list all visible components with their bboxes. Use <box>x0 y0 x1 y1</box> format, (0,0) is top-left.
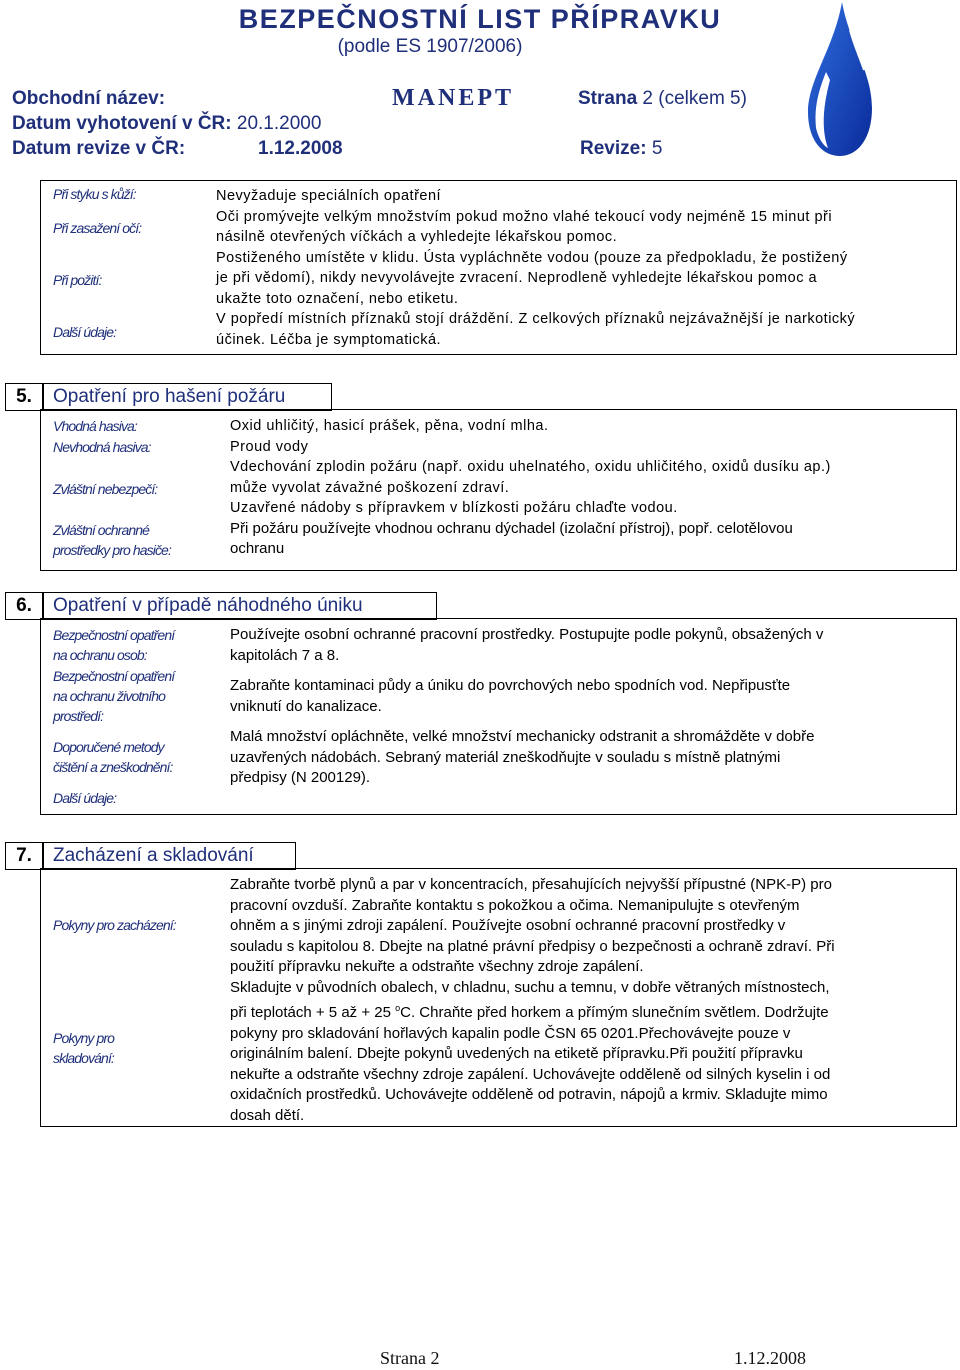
text-line: ohněm a s jinými zdroji zapálení. Používejte osobní ochranné pracovní prostředky v <box>230 917 786 934</box>
section-7-title: Zacházení a skladování <box>53 845 254 866</box>
footer-date: 1.12.2008 <box>734 1348 806 1368</box>
degree-sign: o <box>395 1003 401 1013</box>
firefighter-equipment-label-2: prostředky pro hasiče: <box>53 542 171 558</box>
brand-name: MANEPT <box>392 85 514 111</box>
section-6-title: Opatření v případě náhodného úniku <box>53 595 363 616</box>
text-line: účinek. Léčba je symptomatická. <box>216 331 442 348</box>
temperature-text-rest: C. Chraňte před horkem a přímým slunečním světlem. Dodržujte <box>400 1004 829 1021</box>
document-title: BEZPEČNOSTNÍ LIST PŘÍPRAVKU <box>238 4 722 34</box>
text-line: Skladujte v původních obalech, v chladnu, suchu a temnu, v dobře větraných místnostech, <box>230 978 830 996</box>
text-line: dosah dětí. <box>230 1106 305 1124</box>
text-line: Malá množství opláchněte, velké množství mechanicky odstranit a shromážděte v dobře <box>230 728 815 745</box>
text-line-temperature <box>230 998 835 1024</box>
first-aid-ingestion-label: Při požití: <box>53 272 102 288</box>
text-line: Oči promývejte velkým množstvím pokud možno vlahé tekoucí vody nejméně 15 minut při <box>216 208 833 225</box>
first-aid-eyes-label: Při zasažení očí: <box>53 220 142 236</box>
section-6-heading <box>5 592 437 620</box>
text-line: Zabraňte kontaminaci půdy a úniku do povrchových nebo spodních vod. Nepřipusťte <box>230 677 791 694</box>
text-line: V popředí místních příznaků stojí dráždění. Z celkových příznaků nejzávažnější je narkotický <box>216 311 856 327</box>
section-6-text <box>230 625 823 789</box>
page-value: 2 (celkem 5) <box>642 88 747 109</box>
section-6-other-label: Další údaje: <box>53 790 117 806</box>
text-line: ukažte toto označení, nebo etiketu. <box>216 290 459 307</box>
section-5-heading <box>5 383 332 411</box>
text-line: vniknutí do kanalizace. <box>230 697 382 715</box>
text-line: předpisy (N 200129). <box>230 769 371 786</box>
first-aid-other-label: Další údaje: <box>53 324 117 340</box>
section-7-text <box>230 875 835 1126</box>
text-line: kapitolách 7 a 8. <box>230 646 340 664</box>
page-label: Strana <box>578 88 638 109</box>
text-line: uzavřených nádobách. Sebraný materiál zneškodňujte v souladu s místně platnými <box>230 748 781 766</box>
first-aid-skin-label: Při styku s kůží: <box>53 186 136 202</box>
text-line: pokyny pro skladování hořlavých kapalin podle ČSN 65 0201.Přechovávejte pouze v <box>230 1024 791 1042</box>
text-line: Oxid uhličitý, hasicí prášek, pěna, vodní mlha. <box>230 418 549 434</box>
storage-label-line-2: skladování: <box>53 1050 114 1066</box>
suitable-agents-label: Vhodná hasiva: <box>53 418 137 434</box>
text-line: je při vědomí), nikdy nevyvolávejte zvracení. Neprodleně vyhledejte lékařskou pomoc a <box>216 270 818 286</box>
text-line: originálním balení. Dbejte pokynů uvedených na etiketě přípravku.Při použití přípravku <box>230 1045 803 1062</box>
revision-number: 5 <box>651 138 663 159</box>
text-line: nekuřte a odstraňte všechny zdroje zapálení. Uchovávejte odděleně od silných kyselin i od <box>230 1065 831 1083</box>
cleanup-methods-label-2: čištění a zneškodnění: <box>53 759 173 775</box>
text-line: násilně otevřených víčkách a vyhledejte lékařskou pomoc. <box>216 229 618 245</box>
text-line: Při požáru používejte vhodnou ochranu dýchadel (izolační přístroj), popř. celotělovou <box>230 519 793 537</box>
text-line: Postiženého umístěte v klidu. Ústa vypláchněte vodou (pouze za předpokladu, že postižený <box>216 249 848 266</box>
section-7-number: 7. <box>16 845 32 866</box>
section-5-text <box>230 416 831 560</box>
text-line: Vdechování zplodin požáru (např. oxidu uhelnatého, oxidu uhličitého, oxidů dusíku ap.) <box>230 459 831 475</box>
water-drop-logo <box>804 0 874 160</box>
text-line: může vyvolat závažné poškození zdraví. <box>230 479 510 496</box>
text-line: Nevyžaduje speciálních opatření <box>216 188 442 204</box>
first-aid-text <box>216 186 855 350</box>
storage-label-line-1: Pokyny pro <box>53 1030 115 1046</box>
section-5-labels <box>53 416 171 560</box>
storage-label <box>53 1028 114 1068</box>
special-hazards-label: Zvláštní nebezpečí: <box>53 481 158 497</box>
environment-precautions-label: Bezpečnostní opatření <box>53 668 175 684</box>
text-line: Zabraňte tvorbě plynů a par v koncentracích, přesahujících nejvyšší přípustné (NPK-P) pro <box>230 876 832 893</box>
text-line: pracovní ovzduší. Zabraňte kontaktu s pokožkou a očima. Nemanipulujte s otevřeným <box>230 896 800 914</box>
cleanup-methods-label: Doporučené metody <box>53 739 164 755</box>
revision-date-label: Datum revize v ČR: <box>12 138 186 159</box>
handling-label: Pokyny pro zacházení: <box>53 917 176 933</box>
text-line: souladu s kapitolou 8. Dbejte na platné právní předpisy o bezpečnosti a ochraně zdraví. Při <box>230 937 835 955</box>
revision-label: Revize: <box>580 138 647 159</box>
revision-date: 1.12.2008 <box>258 138 343 159</box>
text-line: Používejte osobní ochranné pracovní prostředky. Postupujte podle pokynů, obsažených v <box>230 626 824 643</box>
environment-precautions-label-3: prostředí: <box>53 708 104 724</box>
section-5-number: 5. <box>16 386 32 407</box>
unsuitable-agents-label: Nevhodná hasiva: <box>53 439 151 455</box>
section-5-title: Opatření pro hašení požáru <box>53 386 286 407</box>
issue-date: 20.1.2000 <box>236 113 322 134</box>
section-6-number: 6. <box>16 595 32 616</box>
text-line: Uzavřené nádoby s přípravkem v blízkosti požáru chlaďte vodou. <box>230 500 678 516</box>
personal-precautions-label-2: na ochranu osob: <box>53 647 147 663</box>
footer-page: Strana 2 <box>380 1348 440 1368</box>
section-7-heading <box>5 842 296 870</box>
issue-date-label: Datum vyhotovení v ČR: <box>12 113 232 134</box>
personal-precautions-label: Bezpečnostní opatření <box>53 627 175 643</box>
text-line: Proud vody <box>230 438 309 455</box>
text-line: oxidačních prostředků. Uchovávejte odděleně od potravin, nápojů a krmiv. Skladujte mimo <box>230 1086 828 1103</box>
text-line: použití přípravku nekuřte a odstraňte všechny zdroje zapálení. <box>230 958 644 975</box>
trade-name-label: Obchodní název: <box>12 88 166 109</box>
firefighter-equipment-label: Zvláštní ochranné <box>53 522 149 538</box>
document-subtitle: (podle ES 1907/2006) <box>337 36 523 57</box>
environment-precautions-label-2: na ochranu životního <box>53 688 165 704</box>
temperature-text: při teplotách + 5 až + 25 <box>230 1004 396 1021</box>
text-line: ochranu <box>230 540 285 557</box>
section-6-labels <box>53 625 174 808</box>
